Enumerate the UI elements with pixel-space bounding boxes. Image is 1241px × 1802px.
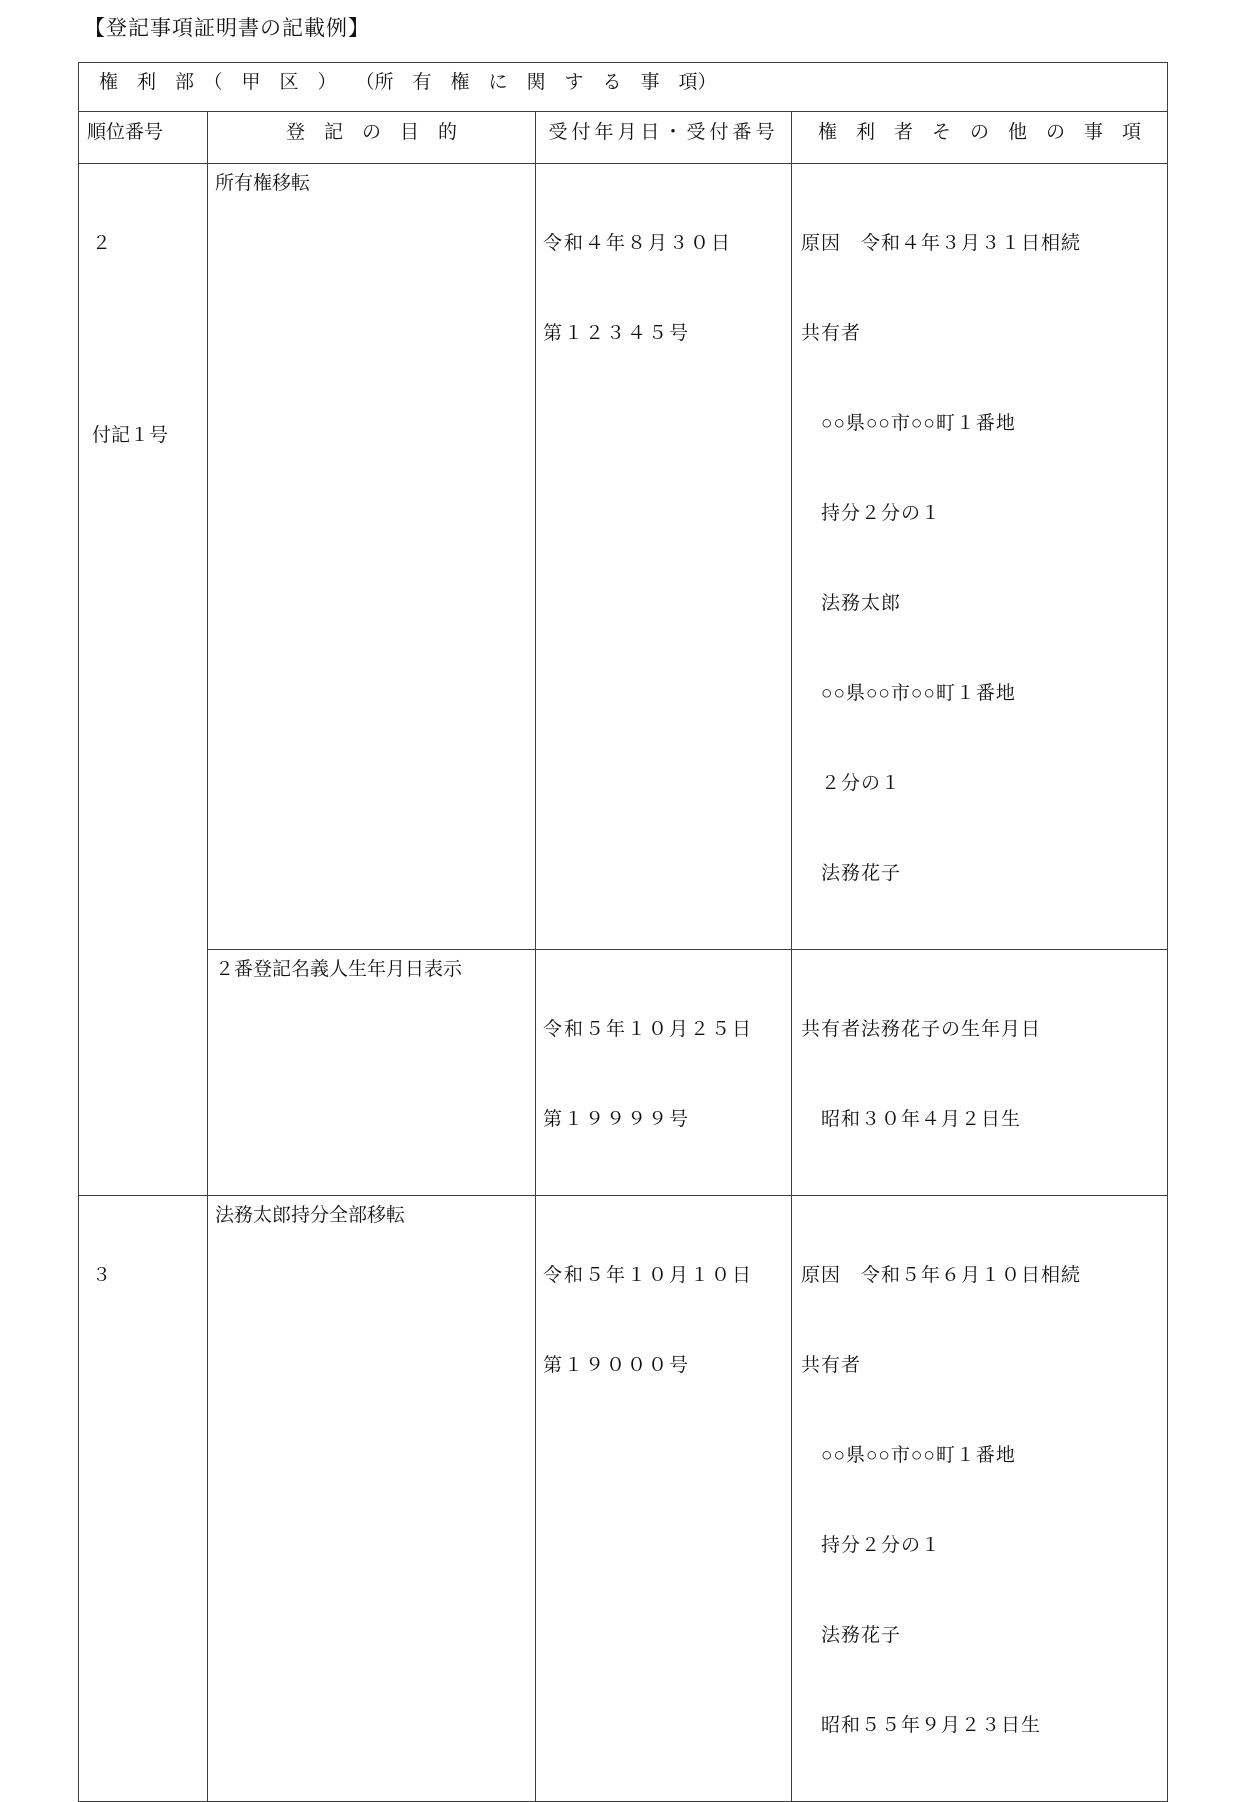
detail-line: 共有者法務花子の生年月日 bbox=[801, 1019, 1042, 1040]
reception-number: 第１９０００号 bbox=[543, 1355, 691, 1376]
reception-cell bbox=[536, 164, 792, 950]
reception-date: 令和５年１０月２５日 bbox=[543, 1019, 754, 1040]
purpose-cell: 所有権移転 bbox=[208, 164, 536, 950]
col-header-purpose: 登 記 の 目 的 bbox=[208, 112, 536, 164]
detail-line: 共有者 bbox=[801, 323, 862, 344]
annotation-rank-number: 付記１号 bbox=[92, 425, 169, 446]
detail-line: ２分の１ bbox=[801, 773, 902, 794]
reception-cell bbox=[536, 1196, 792, 1802]
detail-line: ○○県○○市○○町１番地 bbox=[801, 1445, 1016, 1466]
col-header-holder: 権 利 者 そ の 他 の 事 項 bbox=[792, 112, 1168, 164]
rank-cell bbox=[79, 1196, 208, 1802]
table-row-annotation-1 bbox=[79, 950, 1168, 1196]
detail-line: ○○県○○市○○町１番地 bbox=[801, 683, 1016, 704]
rank-cell bbox=[79, 164, 208, 1196]
detail-line: 昭和３０年４月２日生 bbox=[801, 1109, 1022, 1130]
detail-line: 持分２分の１ bbox=[801, 503, 942, 524]
section-header-row bbox=[79, 63, 1168, 112]
detail-line: 持分２分の１ bbox=[801, 1535, 942, 1556]
detail-line: 昭和５５年９月２３日生 bbox=[801, 1715, 1042, 1736]
purpose-cell: ２番登記名義人生年月日表示 bbox=[208, 950, 536, 1196]
details-cell bbox=[792, 164, 1168, 950]
detail-line: 法務太郎 bbox=[801, 593, 902, 614]
column-header-row bbox=[79, 112, 1168, 164]
page-title: 【登記事項証明書の記載例】 bbox=[84, 16, 370, 40]
detail-line: 共有者 bbox=[801, 1355, 862, 1376]
reception-number: 第１９９９９号 bbox=[543, 1109, 691, 1130]
section-header: 権 利 部 （ 甲 区 ） （所 有 権 に 関 す る 事 項） bbox=[79, 63, 1168, 112]
detail-line: 原因 令和５年６月１０日相続 bbox=[801, 1265, 1082, 1286]
table-row-entry-2 bbox=[79, 164, 1168, 950]
registration-table bbox=[78, 62, 1168, 1802]
reception-cell bbox=[536, 950, 792, 1196]
rank-number: ３ bbox=[92, 1265, 112, 1286]
col-header-reception: 受付年月日・受付番号 bbox=[536, 112, 792, 164]
reception-date: 令和４年８月３０日 bbox=[543, 233, 733, 254]
detail-line: ○○県○○市○○町１番地 bbox=[801, 413, 1016, 434]
detail-line: 原因 令和４年３月３１日相続 bbox=[801, 233, 1082, 254]
details-cell bbox=[792, 1196, 1168, 1802]
table-row-entry-3 bbox=[79, 1196, 1168, 1802]
detail-line: 法務花子 bbox=[801, 1625, 902, 1646]
col-header-rank: 順位番号 bbox=[79, 112, 208, 164]
details-cell bbox=[792, 950, 1168, 1196]
reception-number: 第１２３４５号 bbox=[543, 323, 691, 344]
reception-date: 令和５年１０月１０日 bbox=[543, 1265, 754, 1286]
purpose-cell: 法務太郎持分全部移転 bbox=[208, 1196, 536, 1802]
rank-number: ２ bbox=[92, 233, 112, 254]
detail-line: 法務花子 bbox=[801, 863, 902, 884]
